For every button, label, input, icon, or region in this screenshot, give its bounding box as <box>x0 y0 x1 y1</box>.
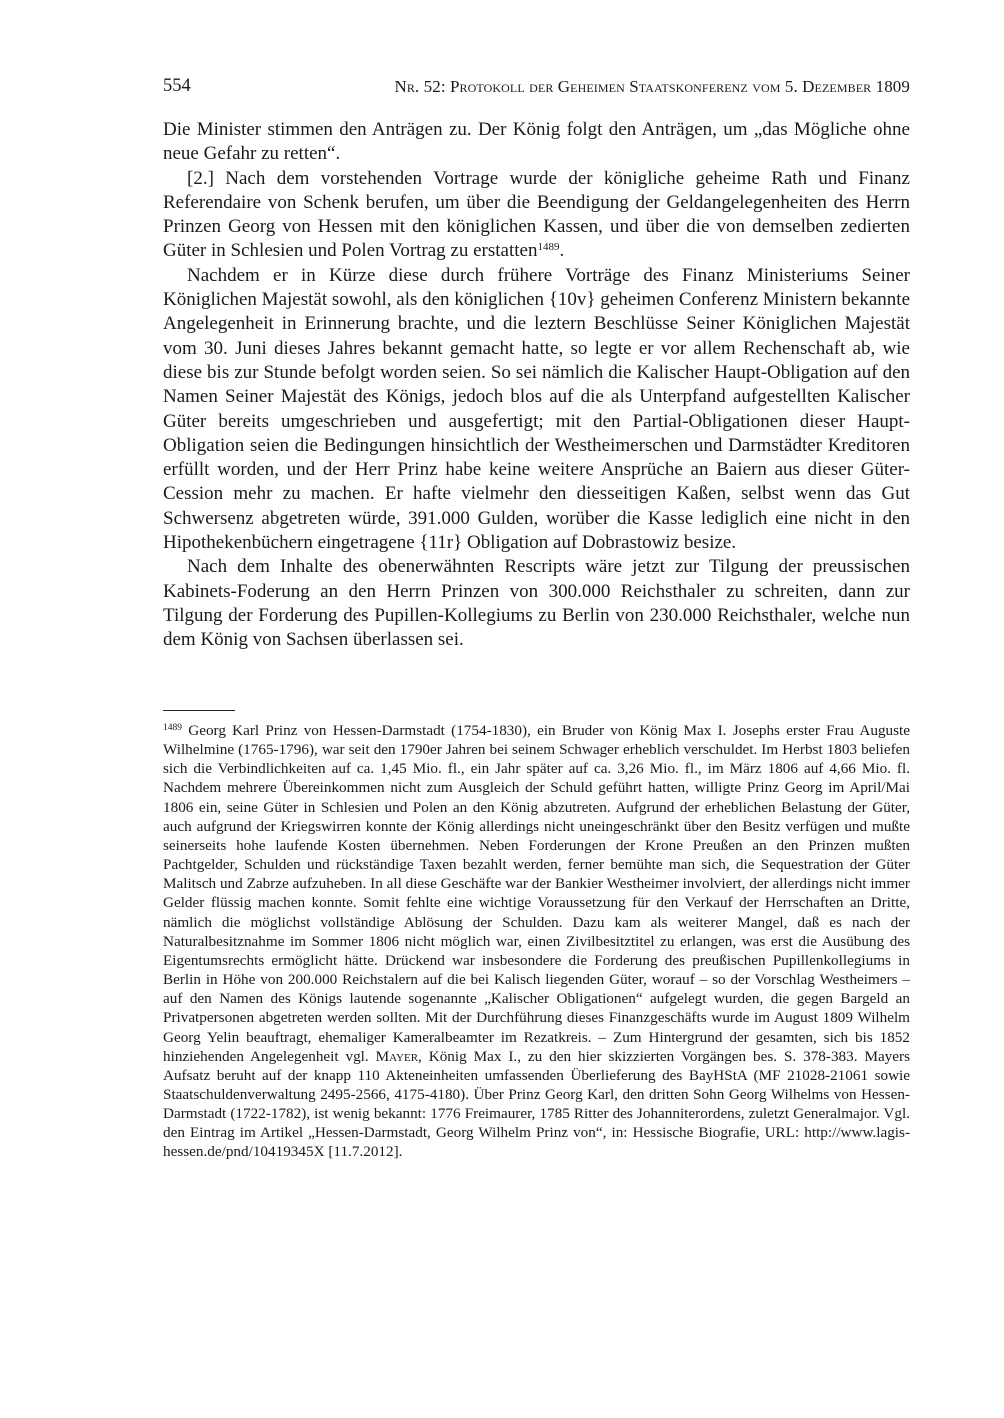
footnote-text-part-1: Georg Karl Prinz von Hessen-Darmstadt (1754-1830), ein Bruder von König Max I. Josephs erster Frau Auguste Wilhelmine (1765-1796), war seit den 1790er Jahren bei seinem Schwager erheblich verschuldet. Im Herbst 1803 beliefen sich die Verbindlichkeiten auf ca. 1,45 Mio. fl., ein Jahr später auf ca. 3,26 Mio. fl., im März 1806 auf 4,66 Mio. fl. Nachdem mehrere Übereinkommen nicht zum Ausgleich der Schuld geführt hatten, willigte Prinz Georg im April/Mai 1806 ein, seine Güter in Schlesien und Polen an den König abzutreten. Aufgrund der erheblichen Belastung der Güter, auch aufgrund der Kriegswirren konnte der König allerdings nicht uneingeschränkt über den Besitz verfügen und mußte seinerseits hohe laufende Kosten übernehmen. Neben Forderungen der Krone Preußen an den Prinzen mußten Pachtgelder, Schulden und rückständige Taxen bezahlt werden, ferner bemühte man sich, die Sequestration der Güter Malitsch und Zabrze aufzuheben. In all diese Geschäfte war der Bankier Westheimer involviert, der allerdings nicht immer Gelder flüssig machen konnte. Somit fehlte eine wichtige Voraussetzung für den Verkauf der Herrschaften an Dritte, nämlich die möglichst vollständige Ablösung der Schulden. Dazu kam als weiterer Mangel, daß es nach der Naturalbesitznahme im Sommer 1806 nicht möglich war, einen Zivilbesitztitel zu erlangen, was erst die Ausübung des Eigentumsrechts ermöglicht hätte. Drückend war insbesondere die Forderung des preußischen Pupillenkollegiums in Berlin in Höhe von 200.000 Reichstalern auf die bei Kalisch liegenden Güter, worauf – so der Vorschlag Westheimers – auf den Namen des Königs lautende sogenannte „Kalischer Obligationen“ aufgelegt wurden, die gegen Bargeld an Privatpersonen abgetreten werden sollten. Mit der Durchführung dieses Finanzgeschäfts wurde im August 1809 Wilhelm Georg Yelin beauftragt, ehemaliger Kameralbeamter im Rezatkreis. – Zum Hintergrund der gesamten, sich bis 1852 hinziehenden Angelegenheit vgl. <box>163 722 911 1065</box>
footnote-1489 <box>163 721 910 1162</box>
running-head-title: Nr. 52: Protokoll der Geheimen Staatskonferenz vom 5. Dezember 1809 <box>394 77 910 96</box>
footnote-text-part-2: , König Max I., zu den hier skizzierten Vorgängen bes. S. 378-383. Mayers Aufsatz beruht auf der knapp 110 Akteneinheiten umfassenden Überlieferung des BayHStA (MF 21028-21061 sowie Staatschuldenverwaltung 2495-2566, 4175-4180). Über Prinz Georg Karl, den dritten Sohn Georg Wilhelms von Hessen-Darmstadt (1722-1782), ist wenig bekannt: 1776 Freimaurer, 1785 Ritter des Johanniterordens, zuletzt Generalmajor. Vgl. den Eintrag im Artikel „Hessen-Darmstadt, Georg Wilhelm Prinz von“, in: Hessische Biografie, URL: http://www.lagis-hessen.de/pnd/10419345X [11.7.2012]. <box>163 1047 910 1161</box>
paragraph-3: Nachdem er in Kürze diese durch frühere Vorträge des Finanz Ministeriums Seiner Königlichen Majestät sowohl, als den königlichen {10v} geheimen Conferenz Ministern bekannte Angelegenheit in Erinnerung brachte, und die leztern Beschlüsse Seiner Königlichen Majestät vom 30. Juni dieses Jahres bekannt gemacht hatte, so legte er vor allem Rechenschaft ab, wie diese bis zur Stunde befolgt worden seien. So sei nämlich die Kalischer Haupt-Obligation auf den Namen Seiner Majestät des Königs, jedoch blos auf die als Unterpfand aufgestellten Kalischer Güter bereits umgeschrieben und ausgefertigt; mit den Partial-Obligationen dieser Haupt-Obligation seien die Bedingungen hinsichtlich der Westheimerschen und Darmstädter Kreditoren erfüllt worden, und der Herr Prinz habe keine weitere Ansprüche an Baiern aus dieser Güter-Cession mehr zu machen. Er hafte vielmehr den diesseitigen Kaßen, selbst wenn das Gut Schwersenz abgetreten würde, 391.000 Gulden, worüber die Kasse lediglich eine nicht in den Hipothekenbüchern eingetragene {11r} Obligation auf Dobrastowiz besize. <box>163 264 910 554</box>
paragraph-4: Nach dem Inhalte des obenerwähnten Rescripts wäre jetzt zur Tilgung der preussischen Kabinets-Foderung an den Herrn Prinzen von 300.000 Reichsthaler zu schreiten, dann zur Tilgung der Forderung des Pupillen-Kollegiums zu Berlin von 230.000 Reichsthaler, welche nun dem König von Sachsen überlassen sei. <box>163 556 910 651</box>
footnote-number: 1489 <box>163 723 182 733</box>
paragraph-2-text: [2.] Nach dem vorstehenden Vortrage wurde der königliche geheime Rath und Finanz Referendaire von Schenk berufen, um über die Beendigung der Geldangelegenheiten des Herrn Prinzen Georg von Hessen mit den königlichen Kassen, und über die von demselben zedierten Güter in Schlesien und Polen Vortrag zu erstatten <box>163 167 910 262</box>
paragraph-1: Die Minister stimmen den Anträgen zu. Der König folgt den Anträgen, um „das Mögliche ohne neue Gefahr zu retten“. <box>163 119 910 165</box>
footnote-separator <box>163 710 235 711</box>
footnote-area <box>163 721 910 1162</box>
page-number: 554 <box>163 76 191 96</box>
footnote-author-citation: Mayer <box>375 1047 419 1065</box>
footnote-reference[interactable]: 1489 <box>537 241 560 254</box>
paragraph-2 <box>163 167 910 264</box>
main-text <box>163 118 910 653</box>
running-head <box>163 76 910 100</box>
paragraph-2-end: . <box>559 240 565 262</box>
